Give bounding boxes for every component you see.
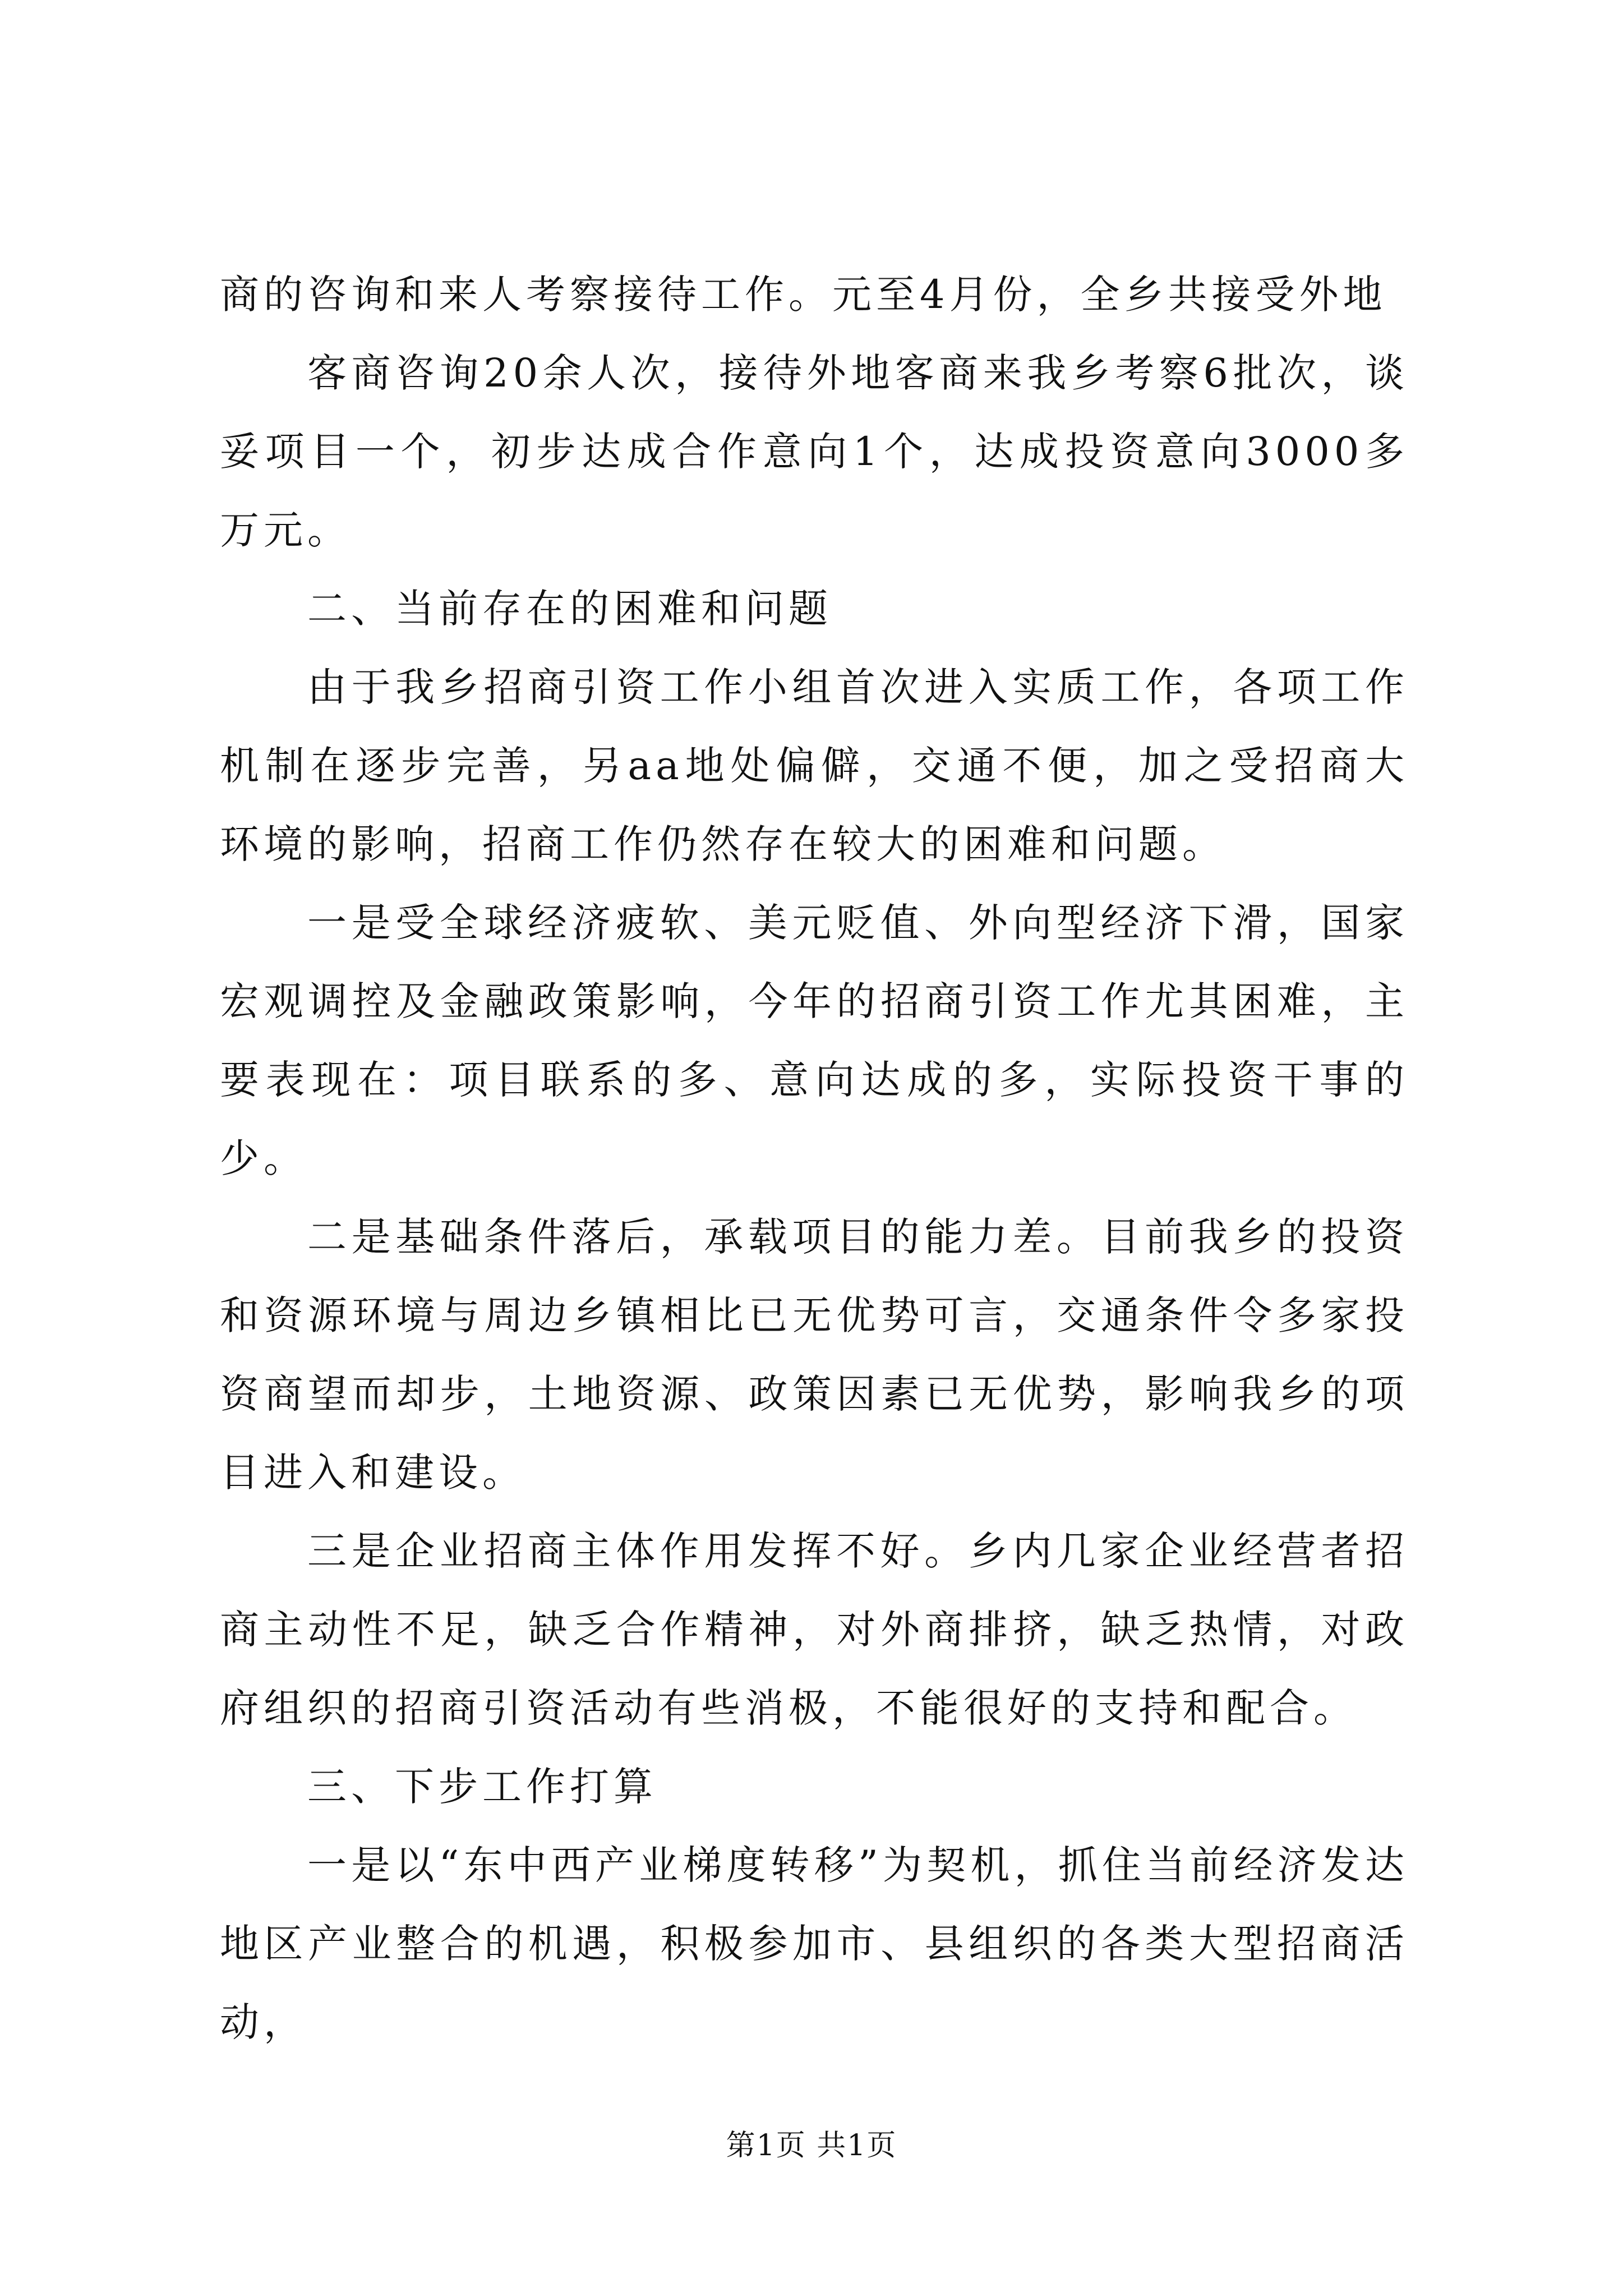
document-body xyxy=(220,255,1409,2062)
paragraph-consultation-stats: 客商咨询20余人次，接待外地客商来我乡考察6批次，谈妥项目一个，初步达成合作意向1个，达成投资意向3000多万元。 xyxy=(220,350,1409,553)
section-heading-problems: 二、当前存在的困难和问题 xyxy=(307,586,832,632)
page-number-footer: 第1页 共1页 xyxy=(726,2129,897,2162)
paragraph-problems-intro: 由于我乡招商引资工作小组首次进入实质工作，各项工作机制在逐步完善，另aa地处偏僻，交通不便，加之受招商大环境的影响，招商工作仍然存在较大的困难和问题。 xyxy=(220,664,1409,867)
paragraph-problem-two: 二是基础条件落后，承载项目的能力差。目前我乡的投资和资源环境与周边乡镇相比已无优势可言，交通条件令多家投资商望而却步，土地资源、政策因素已无优势，影响我乡的项目进入和建设。 xyxy=(220,1214,1409,1496)
paragraph-problem-three: 三是企业招商主体作用发挥不好。乡内几家企业经营者招商主动性不足，缺乏合作精神，对外商排挤，缺乏热情，对政府组织的招商引资活动有些消极，不能很好的支持和配合。 xyxy=(220,1528,1409,1731)
paragraph-problem-one: 一是受全球经济疲软、美元贬值、外向型经济下滑，国家宏观调控及金融政策影响，今年的招商引资工作尤其困难，主要表现在：项目联系的多、意向达成的多，实际投资干事的少。 xyxy=(220,900,1409,1181)
section-heading-next-steps: 三、下步工作打算 xyxy=(307,1764,657,1810)
paragraph-next-step-one: 一是以“东中西产业梯度转移”为契机，抓住当前经济发达地区产业整合的机遇，积极参加市、县组织的各类大型招商活动， xyxy=(220,1842,1409,2045)
paragraph-continuation: 商的咨询和来人考察接待工作。元至4月份，全乡共接受外地 xyxy=(220,272,1387,318)
